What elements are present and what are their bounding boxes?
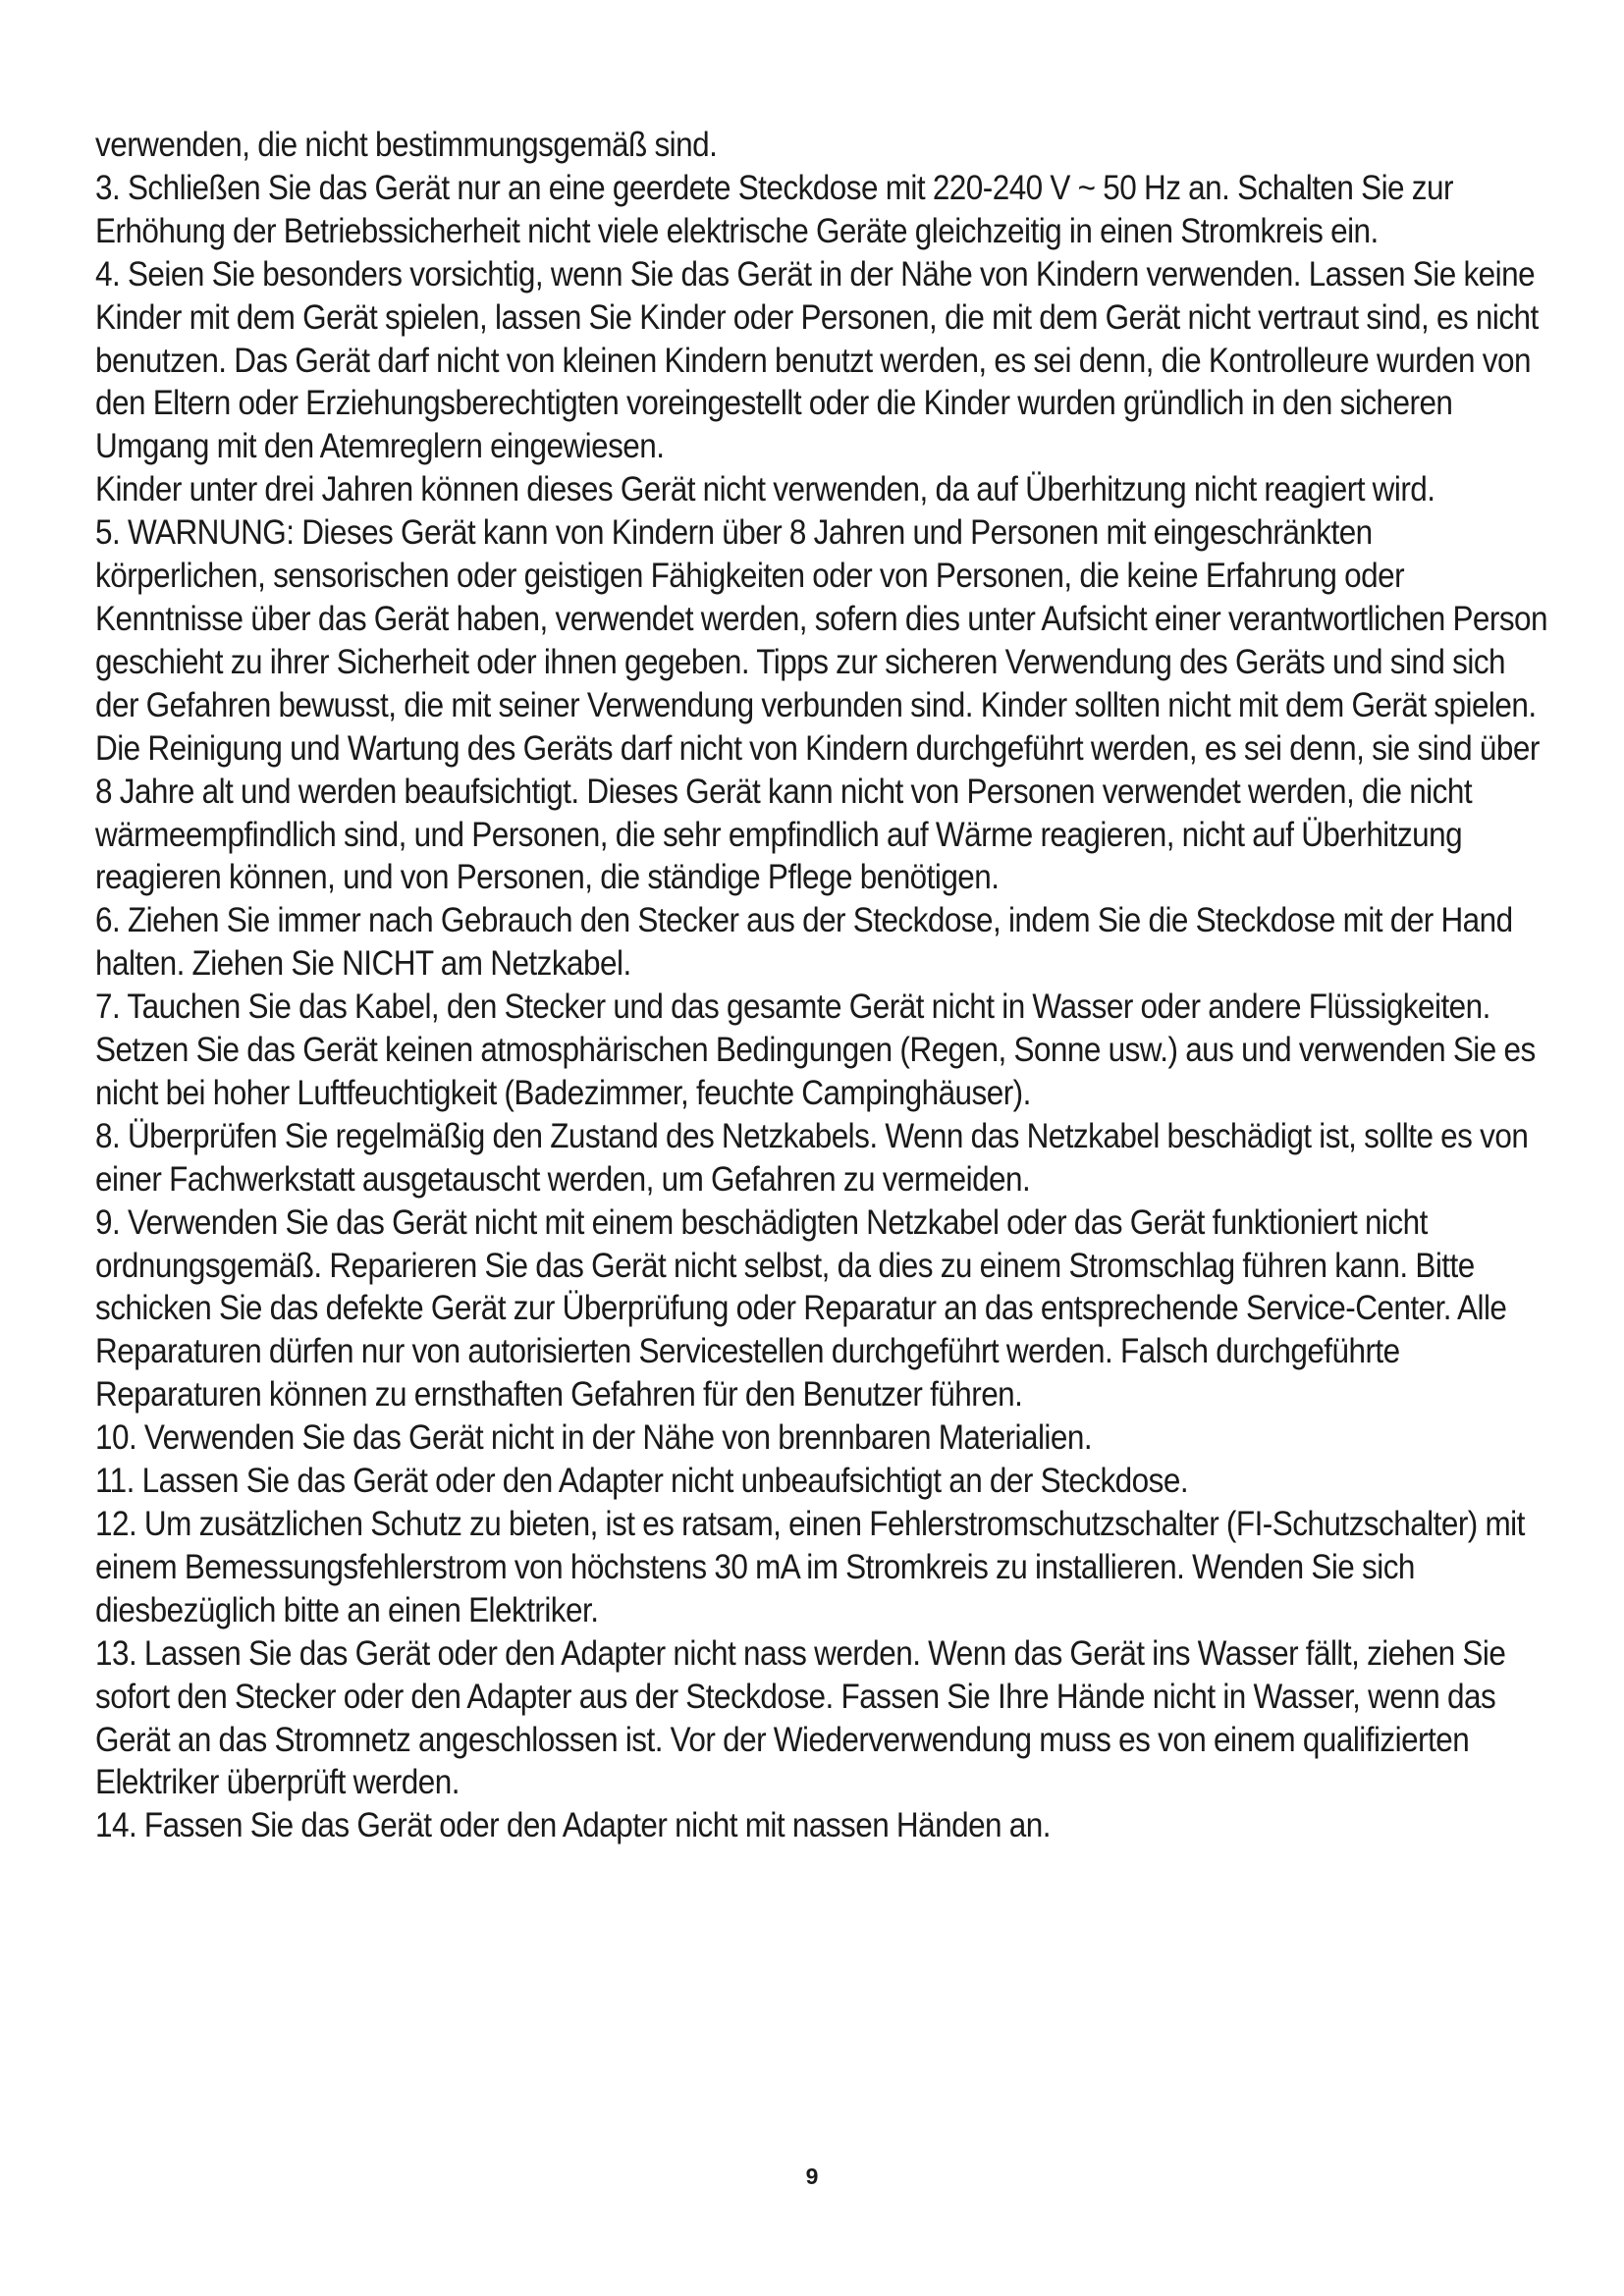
paragraph-item-5: 5. WARNUNG: Dieses Gerät kann von Kindern über 8 Jahren und Personen mit eingeschränkten körperlichen, sensorischen oder geistigen Fähigkeiten oder von Personen, die keine Erfahrung oder Kenntnisse über das Gerät haben, verwendet werden, sofern dies unter Aufsicht einer verantwortlichen Person geschieht zu ihrer Sicherheit oder ihnen gegeben. Tipps zur sicheren Verwendung des Geräts und sind sich der Gefahren bewusst, die mit seiner Verwendung verbunden sind. Kinder sollten nicht mit dem Gerät spielen. Die Reinigung und Wartung des Geräts darf nicht von Kindern durchgeführt werden, es sei denn, sie sind über 8 Jahre alt und werden beaufsichtigt. Dieses Gerät kann nicht von Personen verwendet werden, die nicht wärmeempfindlich sind, und Personen, die sehr empfindlich auf Wärme reagieren, nicht auf Überhitzung reagieren können, und von Personen, die ständige Pflege benötigen.: [95, 513, 1548, 897]
paragraph-item-7: 7. Tauchen Sie das Kabel, den Stecker und das gesamte Gerät nicht in Wasser oder andere Flüssigkeiten. Setzen Sie das Gerät keinen atmosphärischen Bedingungen (Regen, Sonne usw.) aus und verwenden Sie es nicht bei hoher Luftfeuchtigkeit (Badezimmer, feuchte Campinghäuser).: [95, 988, 1536, 1112]
paragraph-continuation: verwenden, die nicht bestimmungsgemäß sind.: [95, 126, 718, 164]
paragraph-item-6: 6. Ziehen Sie immer nach Gebrauch den Stecker aus der Steckdose, indem Sie die Steckdose mit der Hand halten. Ziehen Sie NICHT am Netzkabel.: [95, 901, 1513, 984]
paragraph-item-8: 8. Überprüfen Sie regelmäßig den Zustand des Netzkabels. Wenn das Netzkabel beschädigt ist, sollte es von einer Fachwerkstatt ausgetauscht werden, um Gefahren zu vermeiden.: [95, 1116, 1529, 1199]
paragraph-item-3: 3. Schließen Sie das Gerät nur an eine geerdete Steckdose mit 220-240 V ~ 50 Hz an. Schalten Sie zur Erhöhung der Betriebssicherheit nicht viele elektrische Geräte gleichzeitig in einen Stromkreis ein.: [95, 168, 1453, 250]
paragraph-item-13: 13. Lassen Sie das Gerät oder den Adapter nicht nass werden. Wenn das Gerät ins Wasser fällt, ziehen Sie sofort den Stecker oder den Adapter aus der Steckdose. Fassen Sie Ihre Hände nicht in Wasser, wenn das Gerät an das Stromnetz angeschlossen ist. Vor der Wiederverwendung muss es von einem qualifizierten Elektriker überprüft werden.: [95, 1633, 1506, 1802]
paragraph-item-11: 11. Lassen Sie das Gerät oder den Adapter nicht unbeaufsichtigt an der Steckdose.: [95, 1462, 1189, 1501]
paragraph-item-4: 4. Seien Sie besonders vorsichtig, wenn Sie das Gerät in der Nähe von Kindern verwenden. Lassen Sie keine Kinder mit dem Gerät spielen, lassen Sie Kinder oder Personen, die mit dem Gerät nicht vertraut sind, es nicht benutzen. Das Gerät darf nicht von kleinen Kindern benutzt werden, es sei denn, die Kontrolleure wurden von den Eltern oder Erziehungsberechtigten voreingestellt oder die Kinder wurden gründlich in den sicheren Umgang mit den Atemreglern eingewiesen.: [95, 254, 1539, 466]
paragraph-item-12: 12. Um zusätzlichen Schutz zu bieten, ist es ratsam, einen Fehlerstromschutzschalter (FI-Schutzschalter) mit einem Bemessungsfehlerstrom von höchstens 30 mA im Stromkreis zu installieren. Wenden Sie sich diesbezüglich bitte an einen Elektriker.: [95, 1505, 1525, 1629]
page-number: 9: [805, 2163, 819, 2189]
paragraph-item-9: 9. Verwenden Sie das Gerät nicht mit einem beschädigten Netzkabel oder das Gerät funktioniert nicht ordnungsgemäß. Reparieren Sie das Gerät nicht selbst, da dies zu einem Stromschlag führen kann. Bitte schicken Sie das defekte Gerät zur Überprüfung oder Reparatur an das entsprechende Service-Center. Alle Reparaturen dürfen nur von autorisierten Servicestellen durchgeführt werden. Falsch durchgeführte Reparaturen können zu ernsthaften Gefahren für den Benutzer führen.: [95, 1202, 1507, 1415]
document-body: [95, 124, 1548, 1847]
safety-instructions-text: [95, 124, 1548, 1847]
paragraph-item-10: 10. Verwenden Sie das Gerät nicht in der Nähe von brennbaren Materialien.: [95, 1418, 1093, 1458]
paragraph-item-14: 14. Fassen Sie das Gerät oder den Adapter nicht mit nassen Händen an.: [95, 1806, 1051, 1845]
paragraph-children-note: Kinder unter drei Jahren können dieses Gerät nicht verwenden, da auf Überhitzung nicht reagiert wird.: [95, 470, 1435, 509]
